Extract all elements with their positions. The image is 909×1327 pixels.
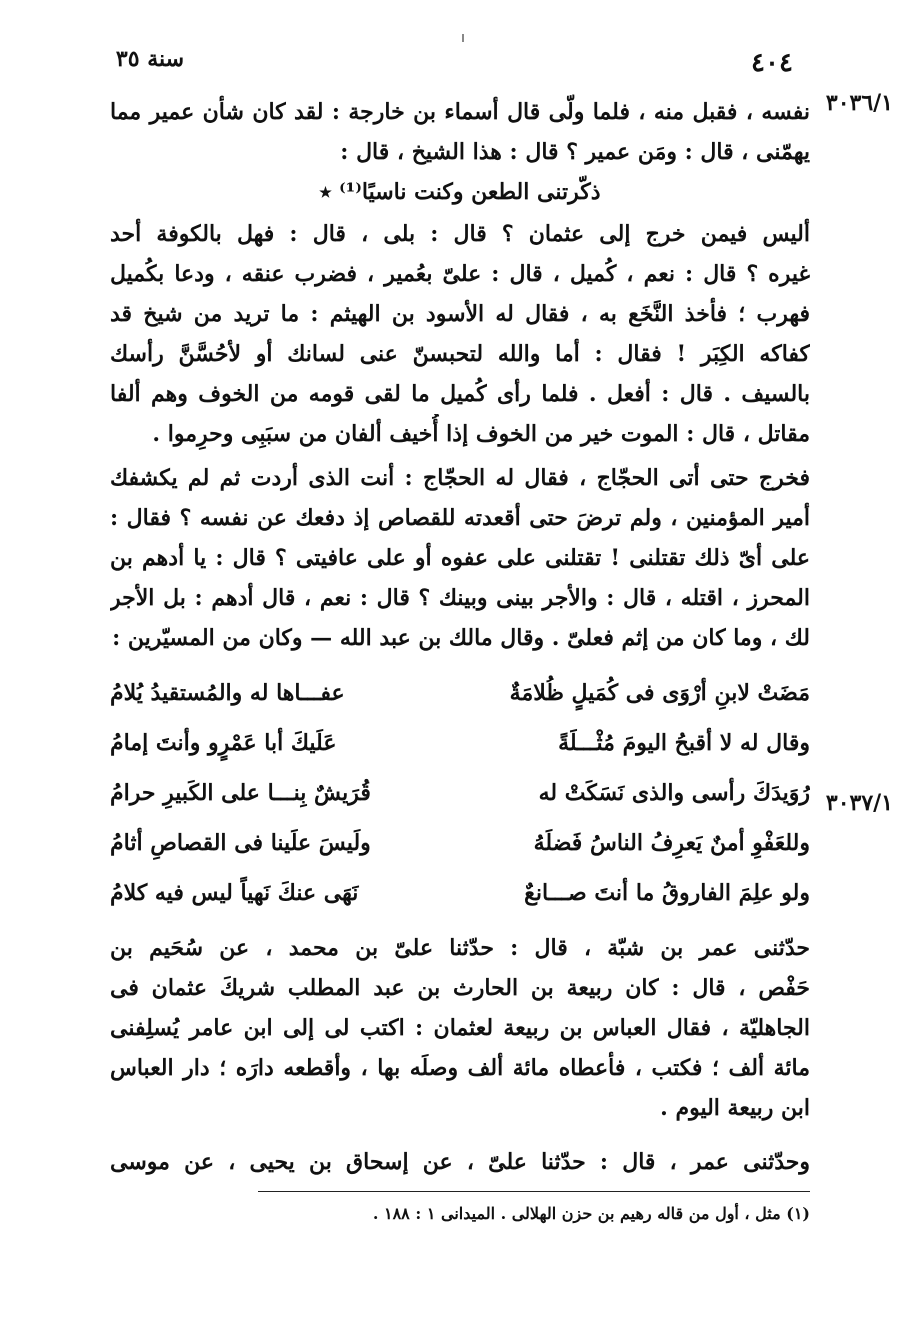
text-line: يهمّنى ، قال : ومَن عمير ؟ قال : هذا الشيخ ، قال :	[340, 139, 810, 165]
verse-second-hemistich: عَلَيكَ أبا عَمْرٍو وأنتَ إمامُ	[110, 730, 337, 756]
verse-first-hemistich: رُوَيدَكَ رأسى والذى نَسَكَتْ له	[538, 780, 810, 806]
verse-second-hemistich: نَهَى عنكَ نَهياً ليس فيه كلامُ	[110, 880, 359, 906]
text-line: أليس فيمن خرج إلى عثمان ؟ قال : بلى ، قال : فهل بالكوفة أحد	[110, 221, 810, 247]
text-line: بالسيف . قال : أفعل . فلما رأى كُميل ما لقى قومه من الخوف وهم ألفا	[110, 381, 810, 407]
text-line: ابن ربيعة اليوم .	[660, 1095, 810, 1121]
verse-hemistich: ذكّرتنى الطعن وكنت ناسيًا⁽¹⁾ ٭	[319, 179, 601, 205]
text-line: غيره ؟ قال : نعم ، كُميل ، قال : علىّ بعُمير ، فضرب عنقه ، ودعا بكُميل	[110, 261, 810, 287]
text-line: فخرج حتى أتى الحجّاج ، فقال له الحجّاج : أنت الذى أردت ثم لم يكشفك	[110, 465, 810, 491]
text-line: حدّثنى عمر بن شبّة ، قال : حدّثنا علىّ بن محمد ، عن سُحَيم بن	[110, 935, 810, 961]
running-header-year: سنة ٣٥	[115, 46, 185, 72]
text-line: فهرب ؛ فأخذ النَّخَع به ، فقال له الأسود بن الهيثم : ما تريد من شيخ قد	[110, 301, 810, 327]
verse-first-hemistich: وللعَفْوِ أمنٌ يَعرِفُ الناسُ فَضلَهُ	[533, 830, 810, 856]
verse-first-hemistich: وقال له لا أقبحُ اليومَ مُثْـــلَةً	[558, 730, 810, 756]
verse-first-hemistich: مَضَتْ لابنِ أرْوَى فى كُمَيلٍ ظُلامَةٌ	[509, 680, 810, 706]
poem-verse	[110, 768, 810, 818]
text-line: أمير المؤمنين ، ولم ترضَ حتى أقعدته للقصاص إذ دفعك عن نفسه ؟ فقال :	[110, 505, 810, 531]
poem-verse	[110, 668, 810, 718]
text-line: لك ، وما كان من إثم فعلىّ . وقال مالك بن عبد الله — وكان من المسيّرين :	[112, 625, 810, 651]
text-line: وحدّثنى عمر ، قال : حدّثنا علىّ ، عن إسحاق بن يحيى ، عن موسى	[110, 1149, 810, 1175]
text-line: حَفْص ، قال : كان ربيعة بن الحارث بن عبد المطلب شريكَ عثمان فى	[110, 975, 810, 1001]
text-line: نفسه ، فقبل منه ، فلما ولّى قال أسماء بن خارجة : لقد كان شأن عمير مما	[110, 99, 810, 125]
text-line: كفاكه الكِبَر ! فقال : أما والله لتحبسنّ عنى لسانك أو لأحُسَّنَّ رأسك	[110, 341, 810, 367]
poem-verse	[110, 868, 810, 918]
margin-reference: ٣٠٣٧/١	[825, 790, 893, 816]
paragraph-3	[110, 458, 810, 658]
paragraph-2	[110, 214, 810, 454]
footnote-divider	[258, 1191, 810, 1192]
paragraph-4	[110, 928, 810, 1128]
text-line: مائة ألف ؛ فكتب ، فأعطاه مائة ألف وصلَه بها ، وأقطعه دارَه ؛ دار العباس	[110, 1055, 810, 1081]
poem-verse	[110, 818, 810, 868]
paragraph-5	[110, 1142, 810, 1182]
verse-second-hemistich: قُرَيشٌ بِنـــا على الكَبيرِ حرامُ	[110, 780, 371, 806]
verse-first-hemistich: ولو علِمَ الفاروقُ ما أنتَ صـــانعٌ	[524, 880, 810, 906]
verse-second-hemistich: عفـــاها له والمُستقيدُ يُلامُ	[110, 680, 345, 706]
text-line: الجاهليّة ، فقال العباس بن ربيعة لعثمان : اكتب لى إلى ابن عامر يُسلِفنى	[110, 1015, 810, 1041]
verse-second-hemistich: ولَيسَ علَينا فى القصاصِ أثامُ	[110, 830, 371, 856]
poem-verse	[110, 718, 810, 768]
poem	[110, 668, 810, 918]
paragraph-1	[110, 92, 810, 212]
footnote: (١) مثل ، أول من قاله رهيم بن حزن الهلالى . الميدانى ١ : ١٨٨ .	[372, 1204, 810, 1223]
text-line: المحرز ، اقتله ، قال : والأجر بينى وبينك ؟ قال : نعم ، قال أدهم : بل الأجر	[110, 585, 810, 611]
text-line: على أىّ ذلك تقتلنى ! تقتلنى على عفوه أو على عافيتى ؟ قال : يا أدهم بن	[110, 545, 810, 571]
page-number: ٤٠٤	[751, 48, 793, 78]
page-mark	[462, 34, 464, 42]
margin-reference: ٣٠٣٦/١	[825, 90, 893, 116]
text-line: مقاتل ، قال : الموت خير من الخوف إذا أُخيف ألفان من سبَبِى وحرِموا .	[152, 421, 810, 447]
